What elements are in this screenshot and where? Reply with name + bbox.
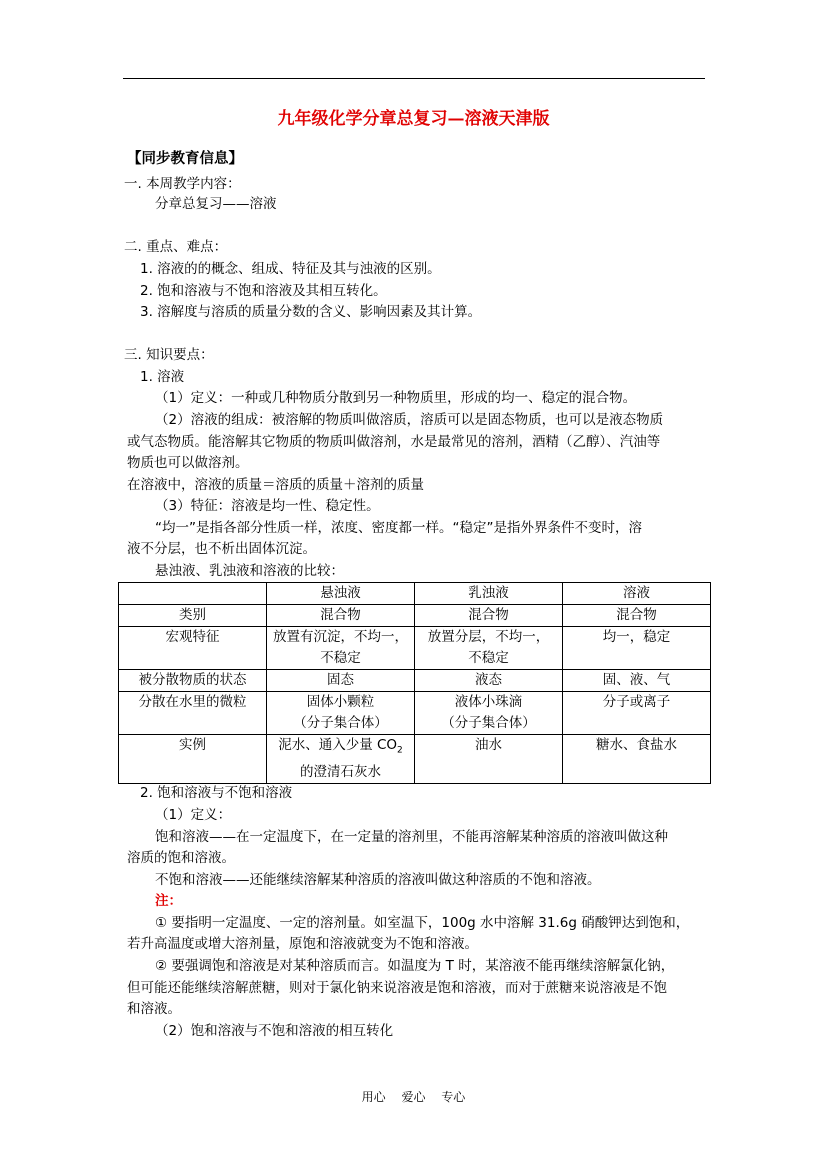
s3-line: （2）溶液的组成：被溶解的物质叫做溶质，溶质可以是固态物质，也可以是液态物质 <box>155 412 664 428</box>
table-cell: 混合物 <box>415 605 563 627</box>
s1-heading: 一. 本周教学内容： <box>124 176 241 192</box>
table-row <box>119 627 711 670</box>
s3-line: 或气态物质。能溶解其它物质的物质叫做溶剂，水是最常见的溶剂，酒精（乙醇）、汽油等 <box>127 434 661 450</box>
table-header-cell: 悬浊液 <box>267 583 415 605</box>
table-cell: 糖水、食盐水 <box>563 735 711 784</box>
s3-line: 悬浊液、乳浊液和溶液的比较： <box>155 563 344 579</box>
cell-line: 不稳定 <box>468 650 509 666</box>
cell-line: 放置分层，不均一， <box>427 629 550 645</box>
section-header: 【同步教育信息】 <box>127 151 243 167</box>
cell-line <box>269 735 412 762</box>
page-footer: 用心 爱心 专心 <box>361 1090 466 1104</box>
table-row <box>119 692 711 735</box>
table-header-cell <box>119 583 267 605</box>
cell-line: 液体小珠滴 <box>454 694 523 710</box>
s3-line: 物质也可以做溶剂。 <box>127 455 249 471</box>
p2-line: 饱和溶液——在一定温度下，在一定量的溶剂里，不能再溶解某种溶质的溶液叫做这种 <box>155 829 668 845</box>
table-cell: 油水 <box>415 735 563 784</box>
p2-title: 2. 饱和溶液与不饱和溶液 <box>140 785 293 801</box>
p2-line: 和溶液。 <box>127 1001 181 1017</box>
p2-line: ② 要强调饱和溶液是对某种溶质而言。如温度为 T 时，某溶液不能再继续溶解氯化钠， <box>155 958 675 974</box>
cell-line: 固体小颗粒 <box>306 694 375 710</box>
table-cell <box>267 692 415 735</box>
table-cell <box>415 692 563 735</box>
row-label: 被分散物质的状态 <box>119 670 267 692</box>
s3-line: （1）定义：一种或几种物质分散到另一种物质里，形成的均一、稳定的混合物。 <box>155 390 637 406</box>
table-cell: 混合物 <box>563 605 711 627</box>
p2-line: （1）定义： <box>155 807 232 823</box>
p2-line: 但可能还能继续溶解蔗糖，则对于氯化钠来说溶液是饱和溶液，而对于蔗糖来说溶液是不饱 <box>127 980 667 996</box>
table-cell <box>267 735 415 784</box>
s2-item: 3. 溶解度与溶质的质量分数的含义、影响因素及其计算。 <box>140 304 482 320</box>
s3-line: “均一”是指各部分性质一样，浓度、密度都一样。“稳定”是指外界条件不变时，溶 <box>155 520 642 536</box>
s2-item: 1. 溶液的的概念、组成、特征及其与浊液的区别。 <box>140 261 441 277</box>
cell-line: （分子集合体） <box>441 715 536 731</box>
table-cell <box>267 627 415 670</box>
s3-p1-title: 1. 溶液 <box>140 369 185 385</box>
p2-line: 不饱和溶液——还能继续溶解某种溶质的溶液叫做这种溶质的不饱和溶液。 <box>155 872 601 888</box>
table-cell: 分子或离子 <box>563 692 711 735</box>
p2-line: （2）饱和溶液与不饱和溶液的相互转化 <box>155 1023 394 1039</box>
table-cell: 固态 <box>267 670 415 692</box>
table-row <box>119 735 711 784</box>
table-cell: 液态 <box>415 670 563 692</box>
table-header-row <box>119 583 711 605</box>
table-cell <box>415 627 563 670</box>
s3-line: （3）特征：溶液是均一性、稳定性。 <box>155 498 380 514</box>
s3-line: 在溶液中，溶液的质量＝溶质的质量＋溶剂的质量 <box>127 477 424 493</box>
header-rule <box>123 78 705 79</box>
cell-text: 泥水、通入少量 CO <box>278 737 398 753</box>
note-label: 注： <box>155 893 182 909</box>
s3-line: 液不分层，也不析出固体沉淀。 <box>127 541 316 557</box>
cell-line: 不稳定 <box>320 650 361 666</box>
table-row <box>119 605 711 627</box>
cell-line: （分子集合体） <box>293 715 388 731</box>
s3-heading: 三. 知识要点： <box>124 347 214 363</box>
table-header-cell: 溶液 <box>563 583 711 605</box>
p2-line: 若升高温度或增大溶剂量，原饱和溶液就变为不饱和溶液。 <box>127 936 478 952</box>
table-cell: 均一，稳定 <box>563 627 711 670</box>
s1-content: 分章总复习——溶液 <box>155 196 277 212</box>
row-label: 类别 <box>119 605 267 627</box>
subscript: 2 <box>397 745 403 756</box>
document-title: 九年级化学分章总复习—溶液天津版 <box>277 109 550 129</box>
s2-heading: 二. 重点、难点： <box>124 239 228 255</box>
comparison-table <box>118 582 711 784</box>
s2-item: 2. 饱和溶液与不饱和溶液及其相互转化。 <box>140 283 387 299</box>
cell-line: 放置有沉淀，不均一， <box>273 629 408 645</box>
p2-line: 溶质的饱和溶液。 <box>127 850 235 866</box>
table-header-cell: 乳浊液 <box>415 583 563 605</box>
p2-line: ① 要指明一定温度、一定的溶剂量。如室温下，100g 水中溶解 31.6g 硝酸钾达到饱和， <box>155 915 690 931</box>
cell-line: 的澄清石灰水 <box>300 763 381 780</box>
table-cell: 固、液、气 <box>563 670 711 692</box>
table-cell: 混合物 <box>267 605 415 627</box>
row-label: 宏观特征 <box>119 627 267 670</box>
row-label: 分散在水里的微粒 <box>119 692 267 735</box>
row-label: 实例 <box>119 735 267 784</box>
table-row <box>119 670 711 692</box>
